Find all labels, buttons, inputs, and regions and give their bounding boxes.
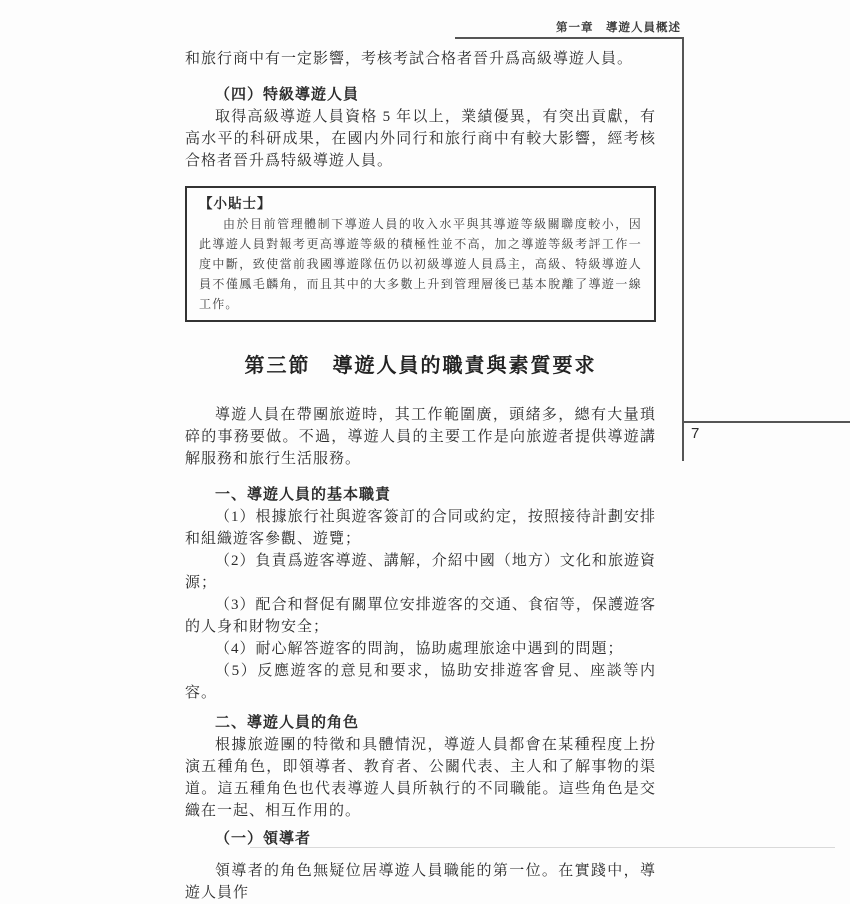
paragraph-section-intro: 導遊人員在帶團旅遊時，其工作範圍廣，頭緒多，總有大量瑣碎的事務要做。不過，導遊人員的主要工作是向旅遊者提供導遊講解服務和旅行生活服務。 <box>185 407 656 467</box>
duty-item-1: （1）根據旅行社與遊客簽訂的合同或約定，按照接待計劃安排和組織遊客參觀、遊覽； <box>185 509 656 547</box>
page-edge-shadow <box>250 847 835 849</box>
section-title: 第三節 導遊人員的職責與素質要求 <box>244 355 597 377</box>
header-rule <box>455 37 683 39</box>
tip-box-label: 【小貼士】 <box>199 196 272 211</box>
duty-item-2: （2）負責爲遊客導遊、講解，介紹中國（地方）文化和旅遊資源； <box>185 553 656 591</box>
margin-vertical-rule <box>682 37 684 461</box>
tip-box-text: 由於目前管理體制下導遊人員的收入水平與其導遊等級關聯度較小，因此導遊人員對報考更高導遊等級的積極性並不高，加之導遊等級考評工作一度中斷，致使當前我國導遊隊伍仍以初級導遊人員爲主，高級、特級導遊人員不僅鳳毛麟角，而且其中的大多數上升到管理層後已基本脫離了導遊一線工作。 <box>199 217 642 311</box>
tip-box <box>185 186 656 322</box>
paragraph-special-grade-guide: 取得高級導遊人員資格 5 年以上，業績優異，有突出貢獻，有高水平的科研成果，在國内外同行和旅行商中有較大影響，經考核合格者晉升爲特級導遊人員。 <box>185 109 656 169</box>
paragraph-guide-roles: 根據旅遊團的特徵和具體情況，導遊人員都會在某種程度上扮演五種角色，即領導者、教育者、公關代表、主人和了解事物的渠道。這五種角色也代表導遊人員所執行的不同職能。這些角色是交織在一起、相互作用的。 <box>185 737 656 819</box>
duty-item-4: （4）耐心解答遊客的問詢，協助處理旅途中遇到的問題； <box>215 641 624 657</box>
paragraph-leader-role: 領導者的角色無疑位居導遊人員職能的第一位。在實踐中，導遊人員作 <box>185 863 656 901</box>
page-number: 7 <box>691 425 700 442</box>
running-head-chapter-title: 第一章 導遊人員概述 <box>556 22 681 34</box>
duty-item-5: （5）反應遊客的意見和要求，協助安排遊客會見、座談等内容。 <box>185 663 656 701</box>
duty-item-3: （3）配合和督促有關單位安排遊客的交通、食宿等，保護遊客的人身和財物安全； <box>185 597 656 635</box>
subheading-guide-roles: 二、導遊人員的角色 <box>215 714 360 731</box>
subheading-basic-duties: 一、導遊人員的基本職責 <box>215 486 392 503</box>
page-content <box>185 48 656 904</box>
paragraph-continuation: 和旅行商中有一定影響，考核考試合格者晉升爲高級導遊人員。 <box>185 51 634 67</box>
page-number-rule <box>682 421 850 423</box>
subheading-leader-role: （一）領導者 <box>215 830 312 847</box>
subheading-special-grade-guide: （四）特級導遊人員 <box>215 86 360 103</box>
